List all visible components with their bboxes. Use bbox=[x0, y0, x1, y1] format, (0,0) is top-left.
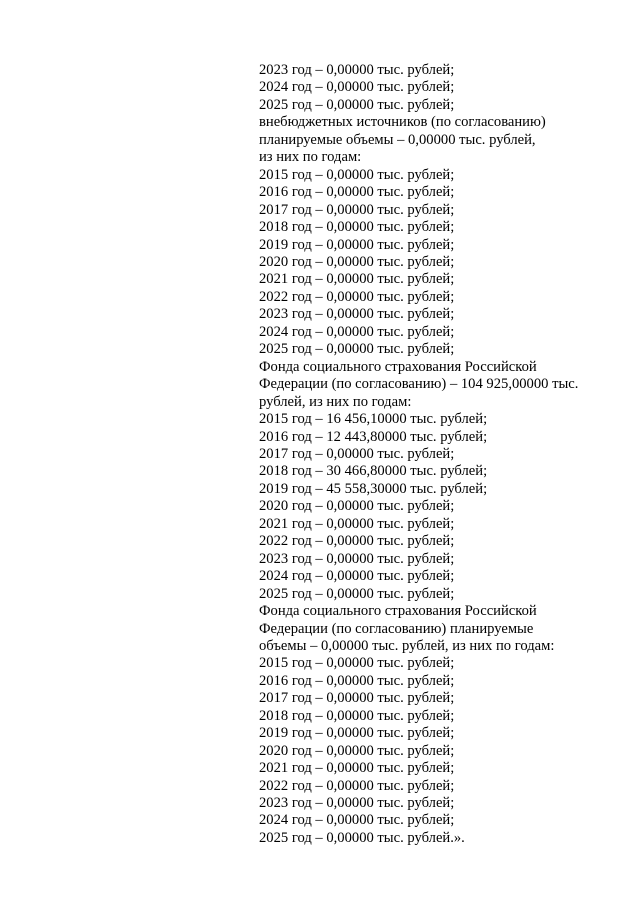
document-text-line: 2018 год – 30 466,80000 тыс. рублей; bbox=[259, 463, 488, 480]
document-text-line: 2025 год – 0,00000 тыс. рублей; bbox=[259, 585, 455, 602]
document-text-line: 2019 год – 0,00000 тыс. рублей; bbox=[259, 236, 455, 253]
document-text-line: 2022 год – 0,00000 тыс. рублей; bbox=[259, 288, 455, 305]
document-text-line: 2023 год – 0,00000 тыс. рублей; bbox=[259, 550, 455, 567]
document-text-line: 2015 год – 16 456,10000 тыс. рублей; bbox=[259, 411, 488, 428]
document-text-line: 2025 год – 0,00000 тыс. рублей.». bbox=[259, 829, 465, 846]
document-text-line: Фонда социального страхования Российской bbox=[259, 358, 537, 375]
document-text-line: 2017 год – 0,00000 тыс. рублей; bbox=[259, 201, 455, 218]
document-text-line: 2023 год – 0,00000 тыс. рублей; bbox=[259, 795, 455, 812]
document-text-line: 2016 год – 0,00000 тыс. рублей; bbox=[259, 672, 455, 689]
document-text-line: 2018 год – 0,00000 тыс. рублей; bbox=[259, 219, 455, 236]
document-text-line: 2021 год – 0,00000 тыс. рублей; bbox=[259, 760, 455, 777]
document-text-line: 2018 год – 0,00000 тыс. рублей; bbox=[259, 707, 455, 724]
document-text-line: 2023 год – 0,00000 тыс. рублей; bbox=[259, 62, 455, 78]
document-text-line: 2023 год – 0,00000 тыс. рублей; bbox=[259, 306, 455, 323]
document-text-line: 2019 год – 45 558,30000 тыс. рублей; bbox=[259, 480, 488, 497]
document-text-line: 2021 год – 0,00000 тыс. рублей; bbox=[259, 515, 455, 532]
document-text-line: 2024 год – 0,00000 тыс. рублей; bbox=[259, 79, 455, 96]
document-text-line: 2022 год – 0,00000 тыс. рублей; bbox=[259, 533, 455, 550]
document-text-column bbox=[259, 62, 599, 847]
document-text-line: 2016 год – 0,00000 тыс. рублей; bbox=[259, 184, 455, 201]
document-text-line: 2016 год – 12 443,80000 тыс. рублей; bbox=[259, 428, 488, 445]
document-text-line: 2022 год – 0,00000 тыс. рублей; bbox=[259, 777, 455, 794]
document-text-line: планируемые объемы – 0,00000 тыс. рублей, bbox=[259, 131, 536, 148]
document-text-line: 2015 год – 0,00000 тыс. рублей; bbox=[259, 166, 455, 183]
document-text-line: 2025 год – 0,00000 тыс. рублей; bbox=[259, 96, 455, 113]
document-text-line: внебюджетных источников (по согласованию) bbox=[259, 114, 546, 131]
document-text-line: 2024 год – 0,00000 тыс. рублей; bbox=[259, 323, 455, 340]
document-text-line: 2024 год – 0,00000 тыс. рублей; bbox=[259, 812, 455, 829]
document-text-line: 2019 год – 0,00000 тыс. рублей; bbox=[259, 725, 455, 742]
document-text-line: 2025 год – 0,00000 тыс. рублей; bbox=[259, 341, 455, 358]
document-text-line: 2017 год – 0,00000 тыс. рублей; bbox=[259, 445, 455, 462]
document-text-line: из них по годам: bbox=[259, 149, 362, 166]
document-text-line: 2020 год – 0,00000 тыс. рублей; bbox=[259, 498, 455, 515]
document-text-line: 2021 год – 0,00000 тыс. рублей; bbox=[259, 271, 455, 288]
document-text-line: 2017 год – 0,00000 тыс. рублей; bbox=[259, 690, 455, 707]
document-text-line: 2024 год – 0,00000 тыс. рублей; bbox=[259, 568, 455, 585]
document-text-line: рублей, из них по годам: bbox=[259, 393, 412, 410]
document-text-line: 2015 год – 0,00000 тыс. рублей; bbox=[259, 655, 455, 672]
document-text-line: Федерации (по согласованию) планируемые bbox=[259, 620, 534, 637]
document-text-line: 2020 год – 0,00000 тыс. рублей; bbox=[259, 253, 455, 270]
document-text-line: Фонда социального страхования Российской bbox=[259, 603, 537, 620]
document-text-line: объемы – 0,00000 тыс. рублей, из них по годам: bbox=[259, 637, 555, 654]
document-text-line: Федерации (по согласованию) – 104 925,00000 тыс. bbox=[259, 376, 579, 393]
document-text-line: 2020 год – 0,00000 тыс. рублей; bbox=[259, 742, 455, 759]
